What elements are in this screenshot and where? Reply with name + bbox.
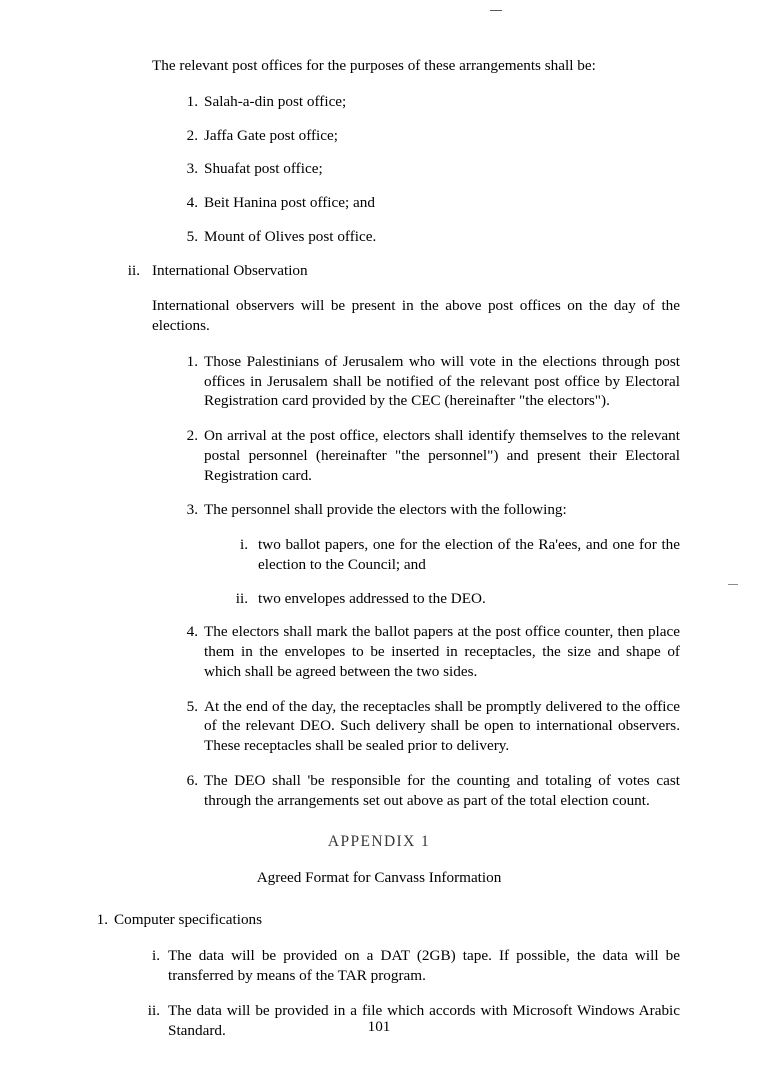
sub-list-marker: ii.: [235, 589, 248, 607]
list-item: [178, 622, 680, 681]
list-item-text: The DEO shall 'be responsible for the counting and totaling of votes cast through the arrangements set out above as part of the total election count.: [204, 771, 680, 809]
section-heading-international-observation: [118, 261, 680, 281]
list-item: [178, 352, 680, 411]
list-item: [178, 126, 680, 146]
list-marker: 1.: [186, 352, 198, 370]
list-item: [178, 92, 680, 112]
section-title: International Observation: [152, 261, 308, 279]
list-item-text: The electors shall mark the ballot papers at the post office counter, then place them in the envelopes to be inserted in receptacles, the size and shape of which shall be agreed between the two sides.: [204, 623, 680, 680]
list-item: [88, 910, 680, 930]
list-item-text: Salah-a-din post office;: [204, 92, 347, 110]
list-marker: 4.: [186, 194, 198, 211]
list-item-text: Mount of Olives post office.: [204, 227, 377, 245]
page-top-tick-mark: [490, 10, 502, 11]
list-marker: 4.: [186, 623, 198, 641]
appendix-heading: APPENDIX 1: [327, 833, 431, 851]
sub-list-item: [138, 946, 680, 986]
sub-list-item-text: The data will be provided on a DAT (2GB) tape. If possible, the data will be transferred by means of the TAR program.: [168, 946, 680, 984]
list-item: [178, 227, 680, 247]
list-marker: 1.: [186, 92, 198, 110]
page-number: 101: [367, 1018, 391, 1035]
list-marker: 5.: [186, 697, 198, 715]
sub-list-marker: ii.: [147, 1002, 160, 1020]
list-item: [178, 193, 680, 213]
list-item-text: Computer specifications: [114, 911, 263, 929]
sub-list-item-text: The data will be provided in a file which accords with Microsoft Windows Arabic Standard.: [168, 1002, 680, 1040]
list-item: [178, 771, 680, 811]
page-margin-tick-mark: [728, 584, 738, 585]
sub-list-item: [228, 589, 680, 609]
list-item: [178, 697, 680, 756]
list-marker: 5.: [186, 227, 198, 245]
list-marker: 3.: [186, 501, 198, 519]
sub-list-marker: i.: [151, 946, 160, 964]
sub-list-item-text: two ballot papers, one for the election of the Ra'ees, and one for the election to the Council; and: [258, 536, 680, 573]
list-item-text: Shuafat post office;: [204, 160, 323, 178]
sub-list-item-text: two envelopes addressed to the DEO.: [258, 589, 486, 607]
appendix-subtitle: Agreed Format for Canvass Information: [256, 869, 502, 887]
list-marker: 2.: [186, 126, 198, 144]
list-item-text: Those Palestinians of Jerusalem who will vote in the elections through post offices in Jerusalem shall be notified of the relevant post office by Electoral Registration card provided by the CEC (hereinafter "the electors").: [204, 352, 680, 410]
list-item-text: At the end of the day, the receptacles shall be promptly delivered to the office of the relevant DEO. Such delivery shall be open to international observers. These receptacles shall be sealed prior to delivery.: [204, 697, 680, 754]
list-item-text: Beit Hanina post office; and: [204, 194, 375, 211]
list-item-text: Jaffa Gate post office;: [204, 126, 338, 144]
sub-list-marker: i.: [239, 536, 248, 553]
list-item-text: On arrival at the post office, electors shall identify themselves to the relevant postal personnel (hereinafter "the personnel") and present their Electoral Registration card.: [204, 427, 680, 484]
list-item: [178, 500, 680, 520]
list-marker: 1.: [96, 911, 108, 929]
intro-paragraph: The relevant post offices for the purposes of these arrangements shall be:: [152, 57, 596, 74]
list-item-text: The personnel shall provide the electors with the following:: [204, 501, 567, 519]
sub-list-item: [228, 535, 680, 575]
list-marker: 2.: [186, 427, 198, 444]
list-item: [178, 159, 680, 179]
list-marker: 6.: [186, 771, 198, 789]
section-lead-paragraph: International observers will be present in the above post offices on the day of the elections.: [152, 297, 680, 334]
list-item: [178, 426, 680, 485]
list-marker: 3.: [186, 160, 198, 178]
section-marker: ii.: [127, 261, 140, 279]
